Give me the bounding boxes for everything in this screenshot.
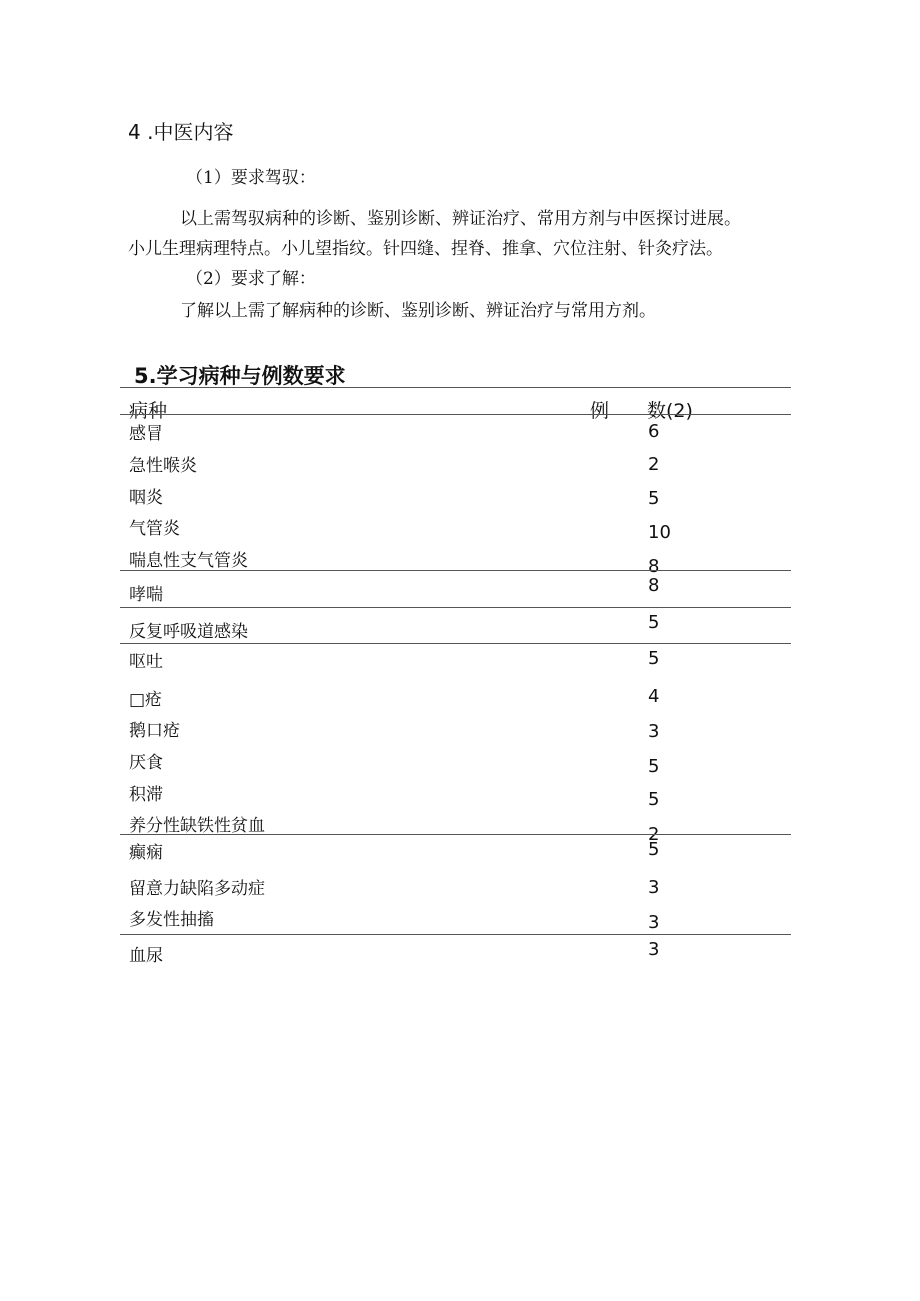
table-row-name: 养分性缺铁性贫血 — [129, 816, 265, 836]
subheading-understand: （2）要求了解： — [186, 269, 316, 289]
subheading-master: （1）要求驾驭： — [186, 168, 316, 188]
table-top-rule — [120, 387, 791, 388]
table-row-name: 鹅口疮 — [129, 721, 180, 741]
table-row-name: □疮 — [129, 690, 163, 710]
table-row-count: 5 — [648, 789, 660, 810]
table-row-count: 5 — [648, 488, 660, 509]
table-rule — [120, 570, 791, 571]
table-row-count: 3 — [648, 912, 660, 933]
table-row-count: 3 — [648, 721, 660, 742]
table-rule — [120, 643, 791, 644]
paragraph-master-line-1: 以上需驾驭病种的诊断、鉴别诊断、辨证治疗、常用方剂与中医探讨进展。 — [180, 209, 741, 229]
table-row-name: 癫痫 — [129, 843, 163, 863]
section-5-heading: 5.学习病种与例数要求 — [134, 364, 346, 388]
table-header-rule — [120, 414, 791, 415]
table-row-name: 急性喉炎 — [129, 456, 197, 476]
table-row-count-clip — [640, 822, 680, 845]
table-row-count: 5 — [648, 612, 660, 633]
table-row-count: 3 — [648, 877, 660, 898]
table-rule — [120, 834, 791, 835]
table-row-count: 8 — [648, 556, 660, 577]
table-row-name: 厌食 — [129, 753, 163, 773]
table-row-name: 呕吐 — [129, 652, 163, 672]
table-row-count: 3 — [648, 939, 660, 960]
table-row-count: 2 — [648, 454, 660, 475]
table-row-count: 8 — [648, 575, 660, 596]
table-row-name: 积滞 — [129, 785, 163, 805]
table-row-name: 多发性抽搐 — [129, 910, 214, 930]
table-row-name: 留意力缺陷多动症 — [129, 879, 265, 899]
table-row-count: 5 — [648, 839, 660, 860]
table-header — [120, 395, 800, 422]
table-row-name: 咽炎 — [129, 488, 163, 508]
section-4-heading: 4 .中医内容 — [128, 120, 234, 144]
table-row-name: 喘息性支气管炎 — [129, 551, 248, 571]
table-rule — [120, 934, 791, 935]
table-row-count: 10 — [648, 522, 671, 543]
table-row-count: 5 — [648, 648, 660, 669]
paragraph-master-line-2: 小儿生理病理特点。小儿望指纹。针四缝、捏脊、推拿、穴位注射、针灸疗法。 — [128, 239, 723, 259]
table-row-name: 气管炎 — [129, 519, 180, 539]
table-row-count-clip — [640, 554, 680, 577]
table-row-count: 4 — [648, 686, 660, 707]
header-count: 例 数(2) — [590, 400, 693, 422]
table-row-count: 5 — [648, 756, 660, 777]
table-row-name: 反复呼吸道感染 — [129, 622, 248, 642]
paragraph-understand: 了解以上需了解病种的诊断、鉴别诊断、辨证治疗与常用方剂。 — [180, 301, 656, 321]
table-row-name: 血尿 — [129, 946, 163, 966]
header-disease: 病种 — [129, 400, 168, 422]
table-rule — [120, 607, 791, 608]
table-row-count: 6 — [648, 421, 660, 442]
table-row-name: 感冒 — [129, 424, 163, 444]
table-row-count: 2 — [648, 824, 660, 845]
table-row-name: 哮喘 — [129, 585, 163, 605]
